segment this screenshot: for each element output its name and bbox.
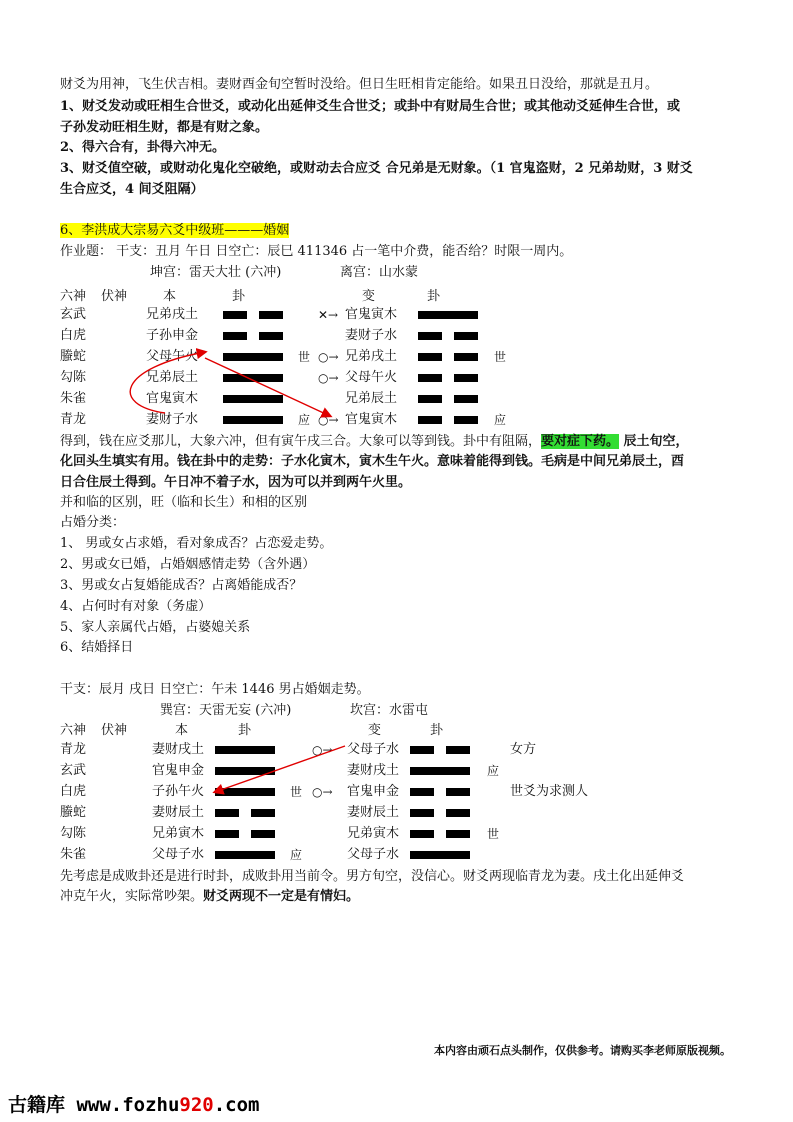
shi-ying-tag: 世 [494, 350, 507, 364]
list-item: 3、男或女占复婚能成否？占离婚能成否？ [60, 578, 303, 593]
analysis-line-4: 并和临的区别，旺（临和长生）和相的区别 [60, 495, 308, 510]
moving-mark: ○→ [312, 785, 333, 799]
section-heading-text: 6、李洪成大宗易六爻中级班———婚姻 [60, 223, 290, 238]
analysis-line-2: 化回头生填实有用。钱在卦中的走势：子水化寅木，寅木生午火。意味着能得到钱。毛病是中间兄弟辰土，酉 [60, 454, 685, 469]
ben-line-label: 兄弟戌土 [146, 307, 199, 322]
moving-mark: ○→ [318, 413, 339, 427]
shi-ying-tag: 应 [290, 848, 303, 862]
case2-palace-main: 巽宫：天雷无妄 (六冲) [160, 703, 292, 718]
shi-ying-tag: 世 [298, 350, 311, 364]
six-god-label: 玄武 [60, 307, 87, 322]
ben-line-label: 妻财戌土 [152, 742, 205, 757]
ben-line-label: 子孙午火 [152, 784, 205, 799]
list-item: 2、男或女已婚，占婚姻感情走势（含外遇） [60, 557, 316, 572]
case2-header: 干支：辰月 戌日 日空亡：午未 1446 男占婚姻走势。 [60, 682, 370, 697]
case2-text-bold: 财爻两现不一定是有情妇。 [203, 889, 360, 904]
six-god-label: 朱雀 [60, 847, 87, 862]
bian-line-label: 父母子水 [347, 847, 400, 862]
bian-line-label: 妻财戌土 [347, 763, 400, 778]
six-god-label: 青龙 [60, 742, 87, 757]
list-item: 1、 男或女占求婚，看对象成否？占恋爱走势。 [60, 536, 333, 551]
rule-3a: 3、财爻值空破，或财动化鬼化空破绝，或财动去合应爻 合兄弟是无财象。（1 官鬼盗财，2 兄弟劫财，3 财爻 [60, 161, 693, 176]
rule-2: 2、得六合有，卦得六冲无。 [60, 140, 226, 155]
list-item: 6、结婚择日 [60, 640, 134, 655]
shi-ying-tag: 应 [487, 764, 500, 778]
header-bian: 变 [368, 723, 382, 738]
shi-ying-tag: 应 [494, 413, 507, 427]
bian-line-label: 兄弟戌土 [345, 349, 398, 364]
ben-line-label: 子孙申金 [146, 328, 199, 343]
line-note: 世爻为求测人 [510, 784, 589, 799]
analysis-text: 得到，钱在应爻那儿，大象六冲，但有寅午戌三合。大象可以等到钱。卦中有阻隔， [60, 434, 542, 449]
shi-ying-tag: 世 [487, 827, 500, 841]
highlight-text: 要对症下药。 [541, 434, 620, 449]
rule-1b: 子孙发动旺相生财，都是有财之象。 [60, 120, 269, 135]
footer-note: 本内容由顽石点头制作，仅供参考。请购买李老师原版视频。 [434, 1044, 731, 1057]
ben-line-label: 父母午火 [146, 349, 199, 364]
analysis-line-3: 日合住辰土得到。午日冲不着子水，因为可以并到两午火里。 [60, 475, 412, 490]
six-god-label: 勾陈 [60, 826, 87, 841]
six-god-label: 玄武 [60, 763, 87, 778]
header-gua2: 卦 [427, 289, 441, 304]
marriage-title: 占婚分类： [60, 515, 126, 530]
bian-line-label: 官鬼寅木 [345, 307, 398, 322]
header-fushen: 伏神 [101, 289, 128, 304]
shi-ying-tag: 世 [290, 785, 303, 799]
moving-mark: ○→ [318, 371, 339, 385]
moving-mark: ○→ [312, 743, 333, 757]
arrow-earth-to-fire [215, 746, 345, 792]
watermark-text: 古籍库 www.fozhu [8, 1094, 180, 1116]
watermark-suffix: .com [213, 1094, 260, 1116]
ben-line-label: 官鬼寅木 [146, 391, 199, 406]
header-fushen: 伏神 [101, 723, 128, 738]
six-god-label: 勾陈 [60, 370, 87, 385]
moving-mark: ○→ [318, 350, 339, 364]
six-god-label: 白虎 [60, 784, 87, 799]
ben-line-label: 父母子水 [152, 847, 205, 862]
bian-line-label: 父母午火 [345, 370, 398, 385]
palace-main: 坤宫：雷天大壮 (六冲) [150, 265, 282, 280]
header-gua2: 卦 [430, 723, 444, 738]
list-item: 5、家人亲属代占婚，占婆媳关系 [60, 620, 251, 635]
case2-text-1: 先考虑是成败卦还是进行时卦，成败卦用当前令。男方旬空，没信心。财爻两现临青龙为妻。戌土化出延伸爻 [60, 869, 685, 884]
ben-line-label: 妻财辰土 [152, 805, 205, 820]
six-god-label: 螣蛇 [60, 805, 87, 820]
homework-line: 作业题： 干支：丑月 午日 日空亡：辰巳 411346 占一笔中介费，能否给？时限一周内。 [60, 244, 573, 259]
rule-1a: 1、财爻发动或旺相生合世爻，或动化出延伸爻生合世爻；或卦中有财局生合世；或其他动爻延伸生合世，或 [60, 99, 681, 114]
six-god-label: 朱雀 [60, 391, 87, 406]
shi-ying-tag: 应 [298, 413, 311, 427]
ben-line-label: 官鬼申金 [152, 763, 205, 778]
ben-line-label: 兄弟寅木 [152, 826, 205, 841]
palace-changed: 离宫：山水蒙 [340, 265, 419, 280]
moving-mark: ✕→ [318, 308, 339, 322]
header-ben: 本 [175, 723, 189, 738]
header-six-gods: 六神 [60, 723, 87, 738]
line-note: 女方 [510, 742, 537, 757]
bian-line-label: 父母子水 [347, 742, 400, 757]
rule-3b: 生合应爻，4 间爻阻隔） [60, 182, 204, 197]
header-gua: 卦 [238, 723, 252, 738]
header-ben: 本 [163, 289, 177, 304]
watermark-number: 920 [179, 1094, 214, 1116]
intro-line: 财爻为用神，飞生伏吉相。妻财酉金旬空暂时没给。但日生旺相肯定能给。如果丑日没给，那就是丑月。 [60, 77, 659, 92]
bian-line-label: 妻财子水 [345, 328, 398, 343]
bian-line-label: 妻财辰土 [347, 805, 400, 820]
header-bian: 变 [362, 289, 376, 304]
header-gua: 卦 [232, 289, 246, 304]
bian-line-label: 兄弟寅木 [347, 826, 400, 841]
case2-text-normal: 冲克午火，实际常吵架。 [60, 889, 204, 904]
list-item: 4、占何时有对象（务虚） [60, 599, 212, 614]
analysis-bold: 辰土旬空， [619, 434, 689, 449]
bian-line-label: 兄弟辰土 [345, 391, 398, 406]
six-god-label: 白虎 [60, 328, 87, 343]
ben-line-label: 兄弟辰土 [146, 370, 199, 385]
six-god-label: 螣蛇 [60, 349, 87, 364]
arrow-child-to-tiger [130, 352, 205, 413]
six-god-label: 青龙 [60, 412, 87, 427]
header-six-gods: 六神 [60, 289, 87, 304]
bian-line-label: 官鬼寅木 [345, 412, 398, 427]
bian-line-label: 官鬼申金 [347, 784, 400, 799]
case2-palace-changed: 坎宫：水雷屯 [350, 703, 429, 718]
ben-line-label: 妻财子水 [146, 412, 199, 427]
arrow-tiger-to-horse [205, 358, 330, 416]
